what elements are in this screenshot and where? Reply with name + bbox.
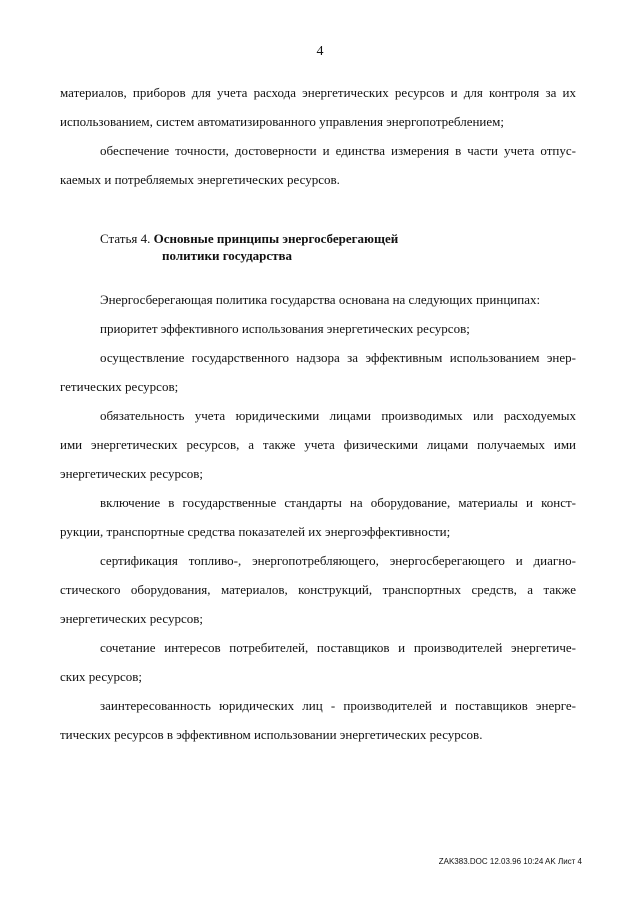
text-line: стического оборудования, материалов, конструкций, транспортных средств, а также	[60, 582, 576, 597]
text-line: осуществление государственного надзора за эффективным использованием энер-	[100, 350, 576, 365]
article-heading	[100, 230, 398, 247]
text-line: обеспечение точности, достоверности и единства измерения в части учета отпус-	[100, 143, 576, 158]
text-line: тических ресурсов в эффективном использовании энергетических ресурсов.	[60, 727, 483, 742]
text-line: ими энергетических ресурсов, а также учета физическими лицами получаемых ими	[60, 437, 576, 452]
article-label: Статья 4.	[100, 231, 151, 246]
text-line: ских ресурсов;	[60, 669, 143, 684]
text-line: сочетание интересов потребителей, поставщиков и производителей энергетиче-	[100, 640, 576, 655]
text-line: Энергосберегающая политика государства основана на следующих принципах:	[100, 292, 541, 307]
text-line: обязательность учета юридическими лицами производимых или расходуемых	[100, 408, 576, 423]
text-line: сертификация топливо-, энергопотребляющего, энергосберегающего и диагно-	[100, 553, 576, 568]
text-line: каемых и потребляемых энергетических ресурсов.	[60, 172, 340, 187]
text-line: энергетических ресурсов;	[60, 611, 204, 626]
article-title-line1: Основные принципы энергосберегающей	[153, 231, 399, 246]
article-title-line2: политики государства	[162, 248, 293, 263]
text-line: заинтересованность юридических лиц - производителей и поставщиков энерге-	[100, 698, 576, 713]
text-line: энергетических ресурсов;	[60, 466, 204, 481]
text-line: приоритет эффективного использования энергетических ресурсов;	[100, 321, 470, 336]
text-line: включение в государственные стандарты на оборудование, материалы и конст-	[100, 495, 576, 510]
text-line: гетических ресурсов;	[60, 379, 179, 394]
text-line: рукции, транспортные средства показателей их энергоэффективности;	[60, 524, 451, 539]
text-line: материалов, приборов для учета расхода энергетических ресурсов и для контроля за их	[60, 85, 576, 100]
footer-doc-info: ZAK383.DOC 12.03.96 10:24 AK Лист 4	[438, 857, 582, 866]
text-line: использованием, систем автоматизированного управления энергопотреблением;	[60, 114, 504, 129]
page-number: 4	[316, 44, 324, 59]
